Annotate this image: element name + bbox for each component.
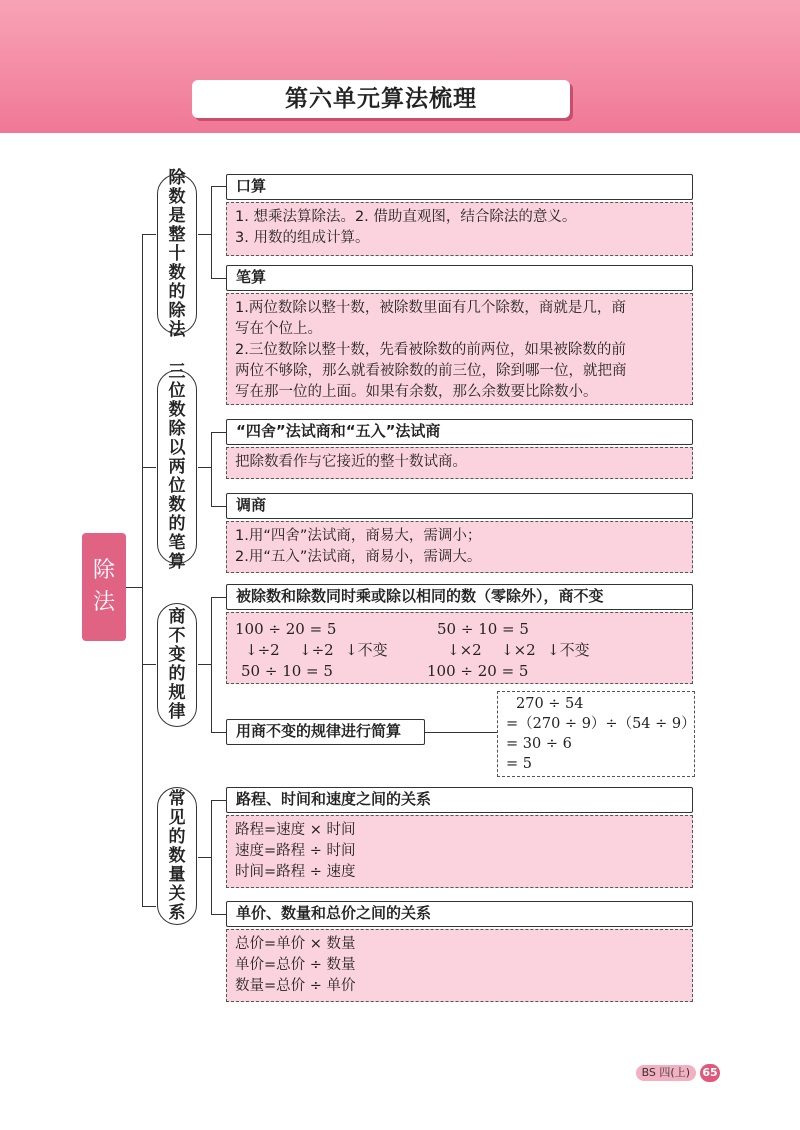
section-body-written-calc: 1.两位数除以整十数，被除数里面有几个除数，商就是几，商 写在个位上。 2.三位数除以整十数，先看被除数的前两位，如果被除数的前 两位不够除，那么就看被除数的前三位，除到哪一位，就把商 写在那一位的上面。如果有余数，那么余数要比除数小。: [226, 293, 693, 405]
branch-stub-1: [198, 234, 211, 235]
section-body-invariance-rule: [226, 612, 693, 684]
branch-tick: [211, 186, 226, 187]
topic-division-by-tens: 除 数 是 整 十 数 的 除 法: [157, 174, 197, 334]
branch-stub-4: [198, 857, 211, 858]
example-right-arrow-1: ↓×2: [447, 641, 482, 659]
branch-tick: [211, 432, 226, 433]
branch-line-3: [211, 597, 212, 732]
example-right-arrow-2: ↓×2: [501, 641, 536, 659]
example-left-arrow-1: ↓÷2: [245, 641, 280, 659]
branch-tick: [211, 914, 226, 915]
branch-line-1: [211, 186, 212, 278]
simplify-calculation: 270 ÷ 54 =（270 ÷ 9）÷（54 ÷ 9） = 30 ÷ 6 = 5: [497, 691, 695, 777]
branch-stub-2: [198, 467, 211, 468]
branch-tick: [211, 800, 226, 801]
connector-topic-4: [142, 906, 156, 907]
root-connector: [126, 587, 142, 588]
root-node-division: 除 法: [82, 533, 126, 641]
connector-topic-3: [142, 664, 156, 665]
section-header-mental-calc: 口算: [226, 174, 693, 200]
example-left-row2: 50 ÷ 10 = 5: [241, 662, 333, 680]
section-body-price-relation: 总价=单价 × 数量 单价=总价 ÷ 数量 数量=总价 ÷ 单价: [226, 929, 693, 1002]
section-body-trial-quotient: 把除数看作与它接近的整十数试商。: [226, 447, 693, 479]
connector-topic-1: [142, 234, 156, 235]
branch-stub-3: [198, 664, 211, 665]
branch-line-4: [211, 800, 212, 914]
branch-tick: [211, 732, 226, 733]
simplify-connector: [425, 732, 497, 733]
spine-line: [142, 234, 143, 906]
example-right-arrow-3: ↓不变: [547, 641, 590, 659]
branch-line-2: [211, 432, 212, 506]
branch-tick: [211, 278, 226, 279]
page-footer: [636, 1064, 720, 1082]
section-header-invariance-rule: 被除数和除数同时乘或除以相同的数（零除外），商不变: [226, 584, 693, 610]
example-left-arrow-3: ↓不变: [345, 641, 388, 659]
connector-topic-2: [142, 467, 156, 468]
section-header-simplify: 用商不变的规律进行简算: [226, 719, 425, 745]
example-right-row2: 100 ÷ 20 = 5: [427, 662, 529, 680]
example-right-row1: 50 ÷ 10 = 5: [437, 620, 529, 638]
section-header-written-calc: 笔算: [226, 265, 693, 291]
page-number: 65: [700, 1064, 720, 1082]
section-body-mental-calc: 1. 想乘法算除法。2. 借助直观图，结合除法的意义。 3. 用数的组成计算。: [226, 202, 693, 256]
section-header-distance-relation: 路程、时间和速度之间的关系: [226, 787, 693, 813]
example-left-arrow-2: ↓÷2: [299, 641, 334, 659]
topic-three-by-two-digit: 三 位 数 除 以 两 位 数 的 笔 算: [157, 370, 197, 564]
section-body-distance-relation: 路程=速度 × 时间 速度=路程 ÷ 时间 时间=路程 ÷ 速度: [226, 815, 693, 888]
topic-quantity-relations: 常 见 的 数 量 关 系: [157, 787, 197, 925]
branch-tick: [211, 597, 226, 598]
section-header-trial-quotient: “四舍”法试商和“五入”法试商: [226, 419, 693, 445]
section-body-adjust-quotient: 1.用“四舍”法试商，商易大，需调小； 2.用“五入”法试商，商易小，需调大。: [226, 521, 693, 573]
section-header-price-relation: 单价、数量和总价之间的关系: [226, 901, 693, 927]
example-left-row1: 100 ÷ 20 = 5: [235, 620, 337, 638]
page-title: 第六单元算法梳理: [192, 80, 570, 118]
section-header-adjust-quotient: 调商: [226, 493, 693, 519]
branch-tick: [211, 506, 226, 507]
edition-badge: BS 四(上): [636, 1065, 696, 1081]
topic-quotient-invariance: 商 不 变 的 规 律: [157, 603, 197, 727]
